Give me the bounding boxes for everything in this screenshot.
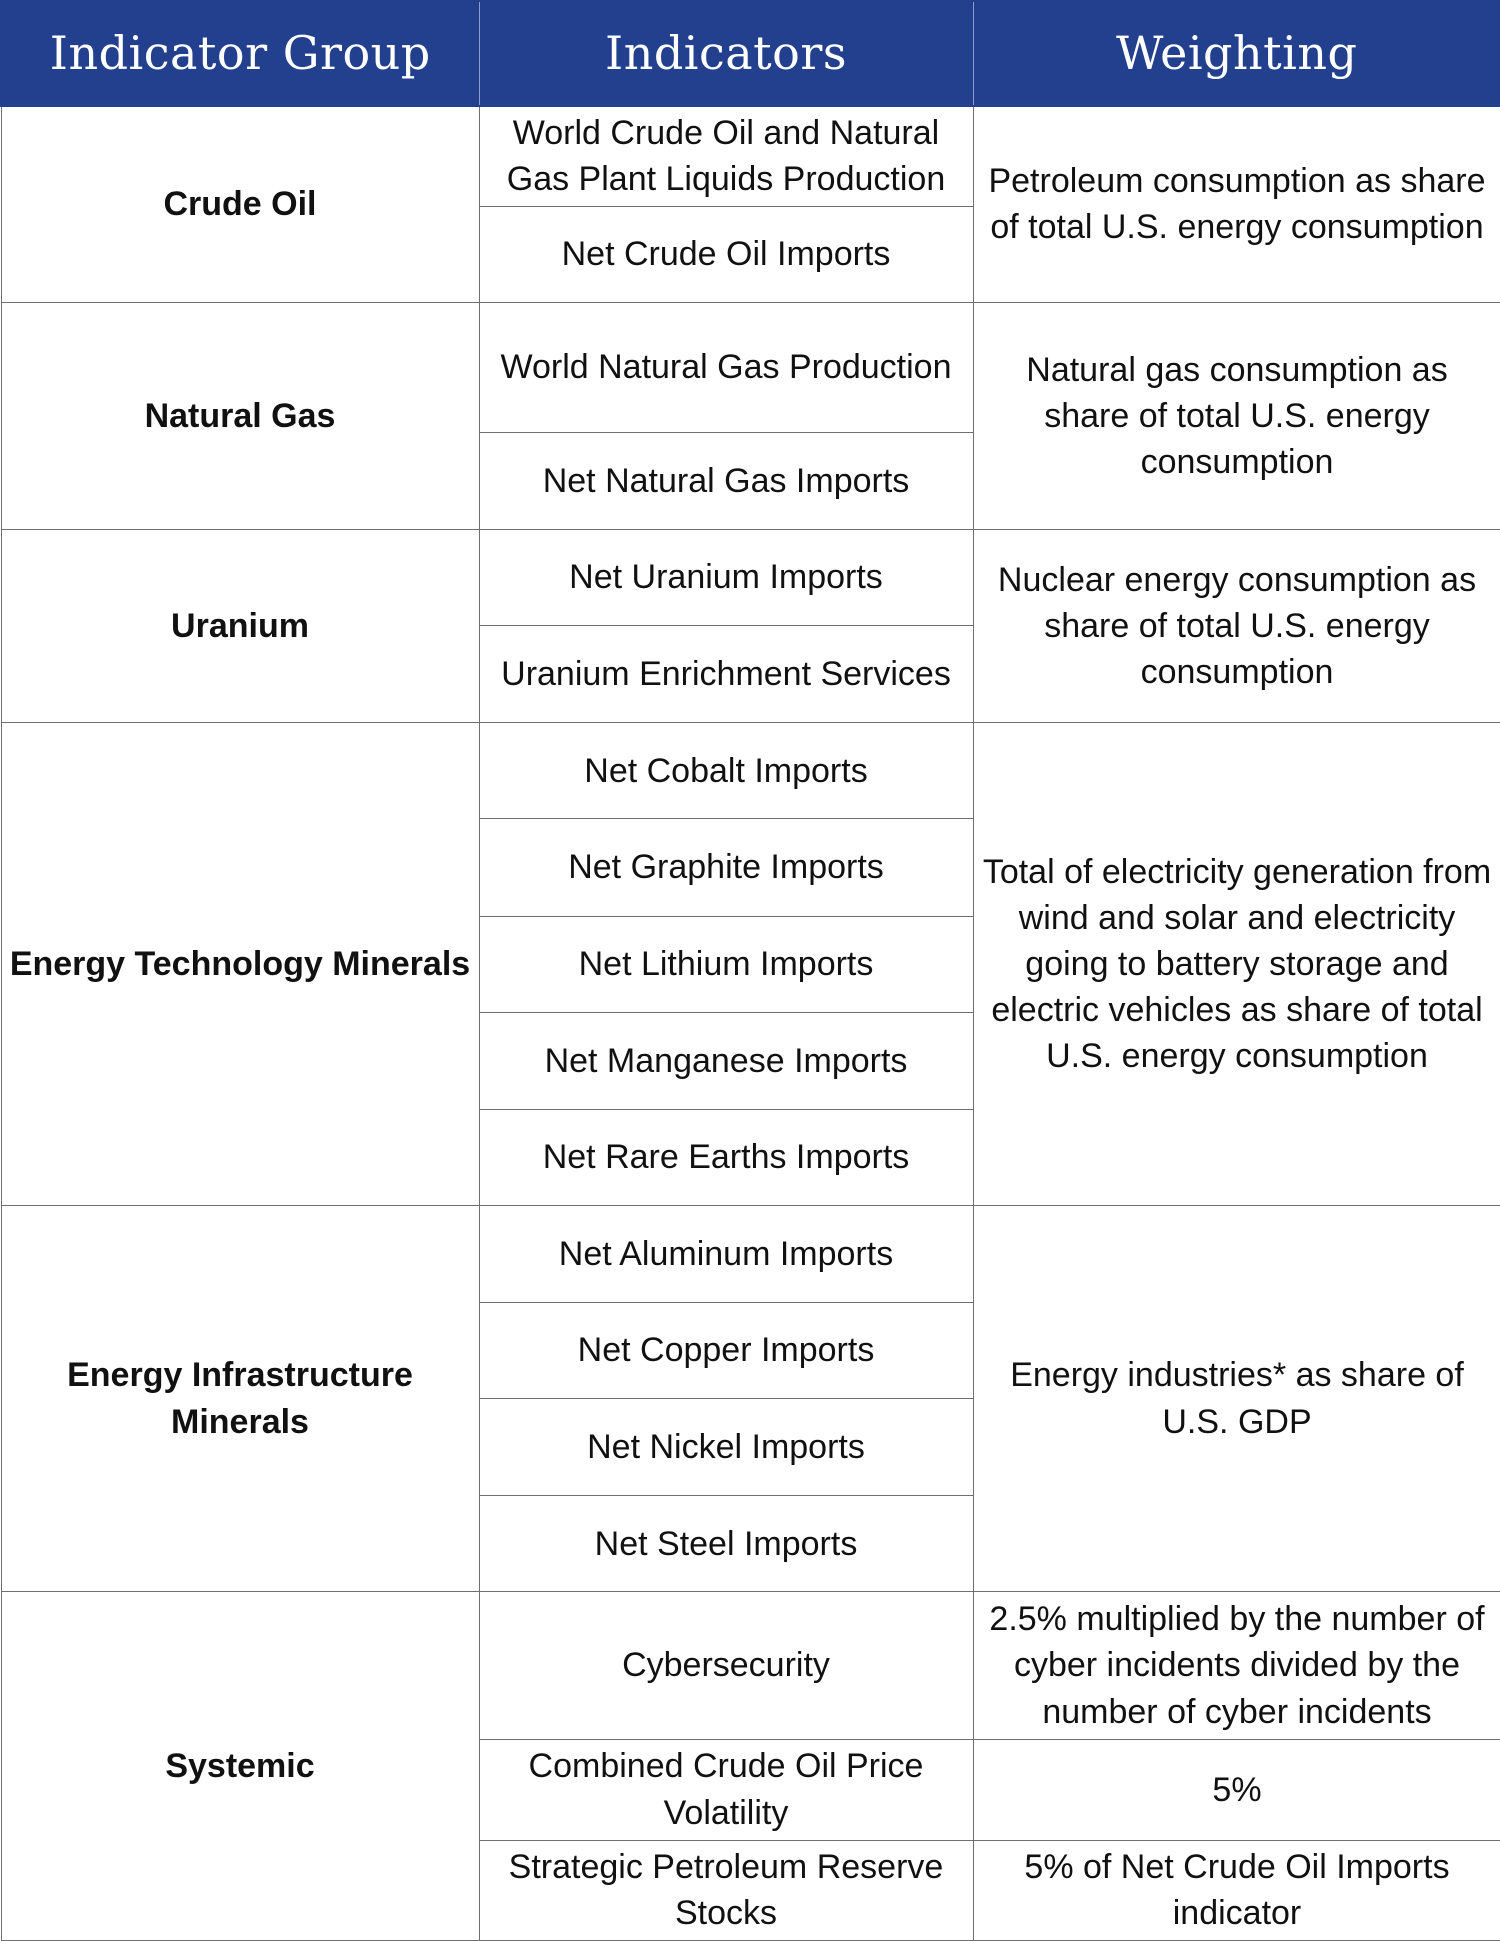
indicator-cell: Net Aluminum Imports — [479, 1205, 973, 1302]
indicator-cell: Net Steel Imports — [479, 1496, 973, 1592]
weighting-spr-stocks: 5% of Net Crude Oil Imports indicator — [973, 1840, 1500, 1940]
indicator-cell: World Crude Oil and Natural Gas Plant Liquids Production — [479, 106, 973, 206]
weighting-crude-oil: Petroleum consumption as share of total U.S. energy consumption — [973, 106, 1500, 302]
group-name-systemic: Systemic — [1, 1592, 479, 1941]
table-row — [1, 1592, 1500, 1739]
indicator-cell: Net Copper Imports — [479, 1303, 973, 1399]
indicator-cell: Net Lithium Imports — [479, 916, 973, 1012]
weighting-energy-technology-minerals: Total of electricity generation from wind and solar and electricity going to battery storage and electric vehicles as share of total U.S. energy consumption — [973, 723, 1500, 1206]
group-name-crude-oil: Crude Oil — [1, 106, 479, 302]
table-row — [1, 530, 1500, 626]
indicator-cell: Net Uranium Imports — [479, 530, 973, 626]
group-name-uranium: Uranium — [1, 530, 479, 723]
weighting-energy-infrastructure-minerals: Energy industries* as share of U.S. GDP — [973, 1205, 1500, 1592]
indicator-cell: Uranium Enrichment Services — [479, 626, 973, 723]
weighting-natural-gas: Natural gas consumption as share of total U.S. energy consumption — [973, 302, 1500, 529]
indicator-cell: Net Cobalt Imports — [479, 723, 973, 819]
indicator-cell: Net Rare Earths Imports — [479, 1109, 973, 1205]
indicator-cell: World Natural Gas Production — [479, 302, 973, 432]
indicator-cell: Cybersecurity — [479, 1592, 973, 1739]
indicator-cell: Net Manganese Imports — [479, 1012, 973, 1109]
indicator-cell: Net Nickel Imports — [479, 1399, 973, 1496]
weighting-price-volatility: 5% — [973, 1739, 1500, 1840]
header-row — [1, 1, 1500, 106]
header-weighting: Weighting — [973, 1, 1500, 106]
table-row — [1, 302, 1500, 432]
indicator-cell: Net Crude Oil Imports — [479, 206, 973, 302]
group-name-energy-technology-minerals: Energy Technology Minerals — [1, 723, 479, 1206]
group-name-natural-gas: Natural Gas — [1, 302, 479, 529]
header-indicators: Indicators — [479, 1, 973, 106]
group-name-energy-infrastructure-minerals: Energy Infrastructure Minerals — [1, 1205, 479, 1592]
indicator-cell: Combined Crude Oil Price Volatility — [479, 1739, 973, 1840]
indicator-cell: Net Graphite Imports — [479, 819, 973, 916]
weighting-uranium: Nuclear energy consumption as share of total U.S. energy consumption — [973, 530, 1500, 723]
table-row — [1, 723, 1500, 819]
table-row — [1, 106, 1500, 206]
indicator-cell: Strategic Petroleum Reserve Stocks — [479, 1840, 973, 1940]
header-indicator-group: Indicator Group — [1, 1, 479, 106]
weighting-cybersecurity: 2.5% multiplied by the number of cyber incidents divided by the number of cyber incidents — [973, 1592, 1500, 1739]
table-row — [1, 1205, 1500, 1302]
indicator-cell: Net Natural Gas Imports — [479, 432, 973, 529]
